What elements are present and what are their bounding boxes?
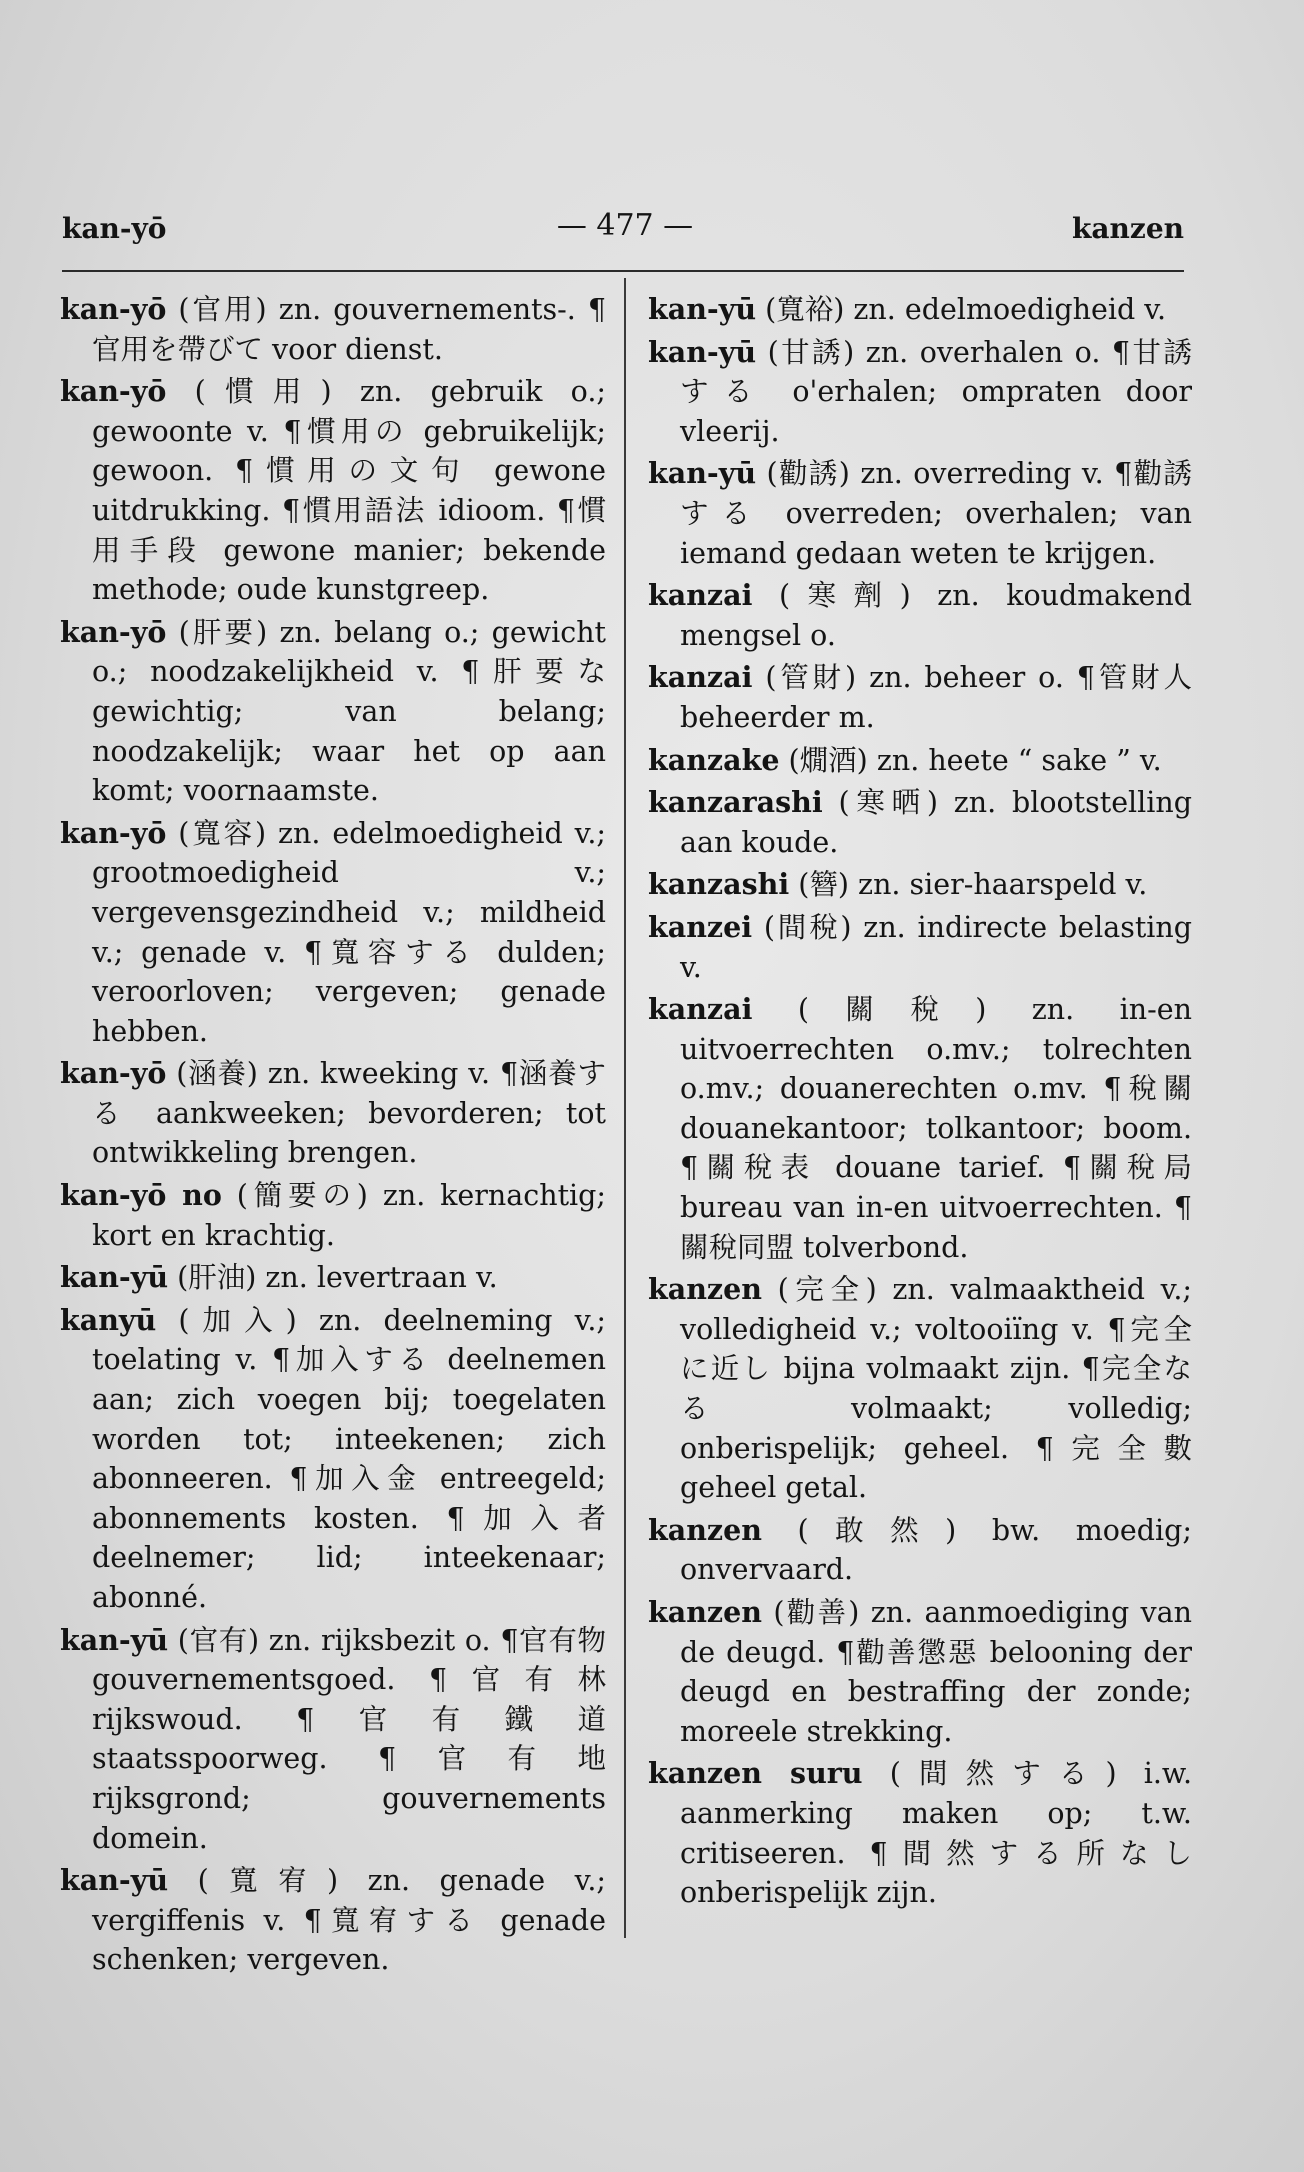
entry-headword: kanyū bbox=[60, 1302, 157, 1337]
entry-headword: kanzai bbox=[648, 992, 753, 1027]
entry-body: (簡要の) zn. kernachtig; kort en krachtig. bbox=[92, 1179, 606, 1252]
dictionary-entry bbox=[648, 454, 1192, 573]
entry-headword: kanzashi bbox=[648, 867, 790, 902]
running-head-left: kan-yō bbox=[62, 212, 167, 245]
dictionary-entry bbox=[60, 1621, 606, 1859]
dictionary-entry bbox=[60, 290, 606, 369]
entry-body: (寬裕) zn. edelmoedigheid v. bbox=[765, 293, 1167, 326]
dictionary-entry bbox=[60, 1176, 606, 1255]
entry-headword: kanzarashi bbox=[648, 785, 823, 820]
dictionary-entry bbox=[60, 372, 606, 610]
entry-body: (燗酒) zn. heete “ sake ” v. bbox=[788, 743, 1162, 777]
entry-body: (寬宥) zn. genade v.; vergiffenis v. ¶寬宥する genade schenken; vergeven. bbox=[92, 1864, 607, 1977]
dictionary-entry bbox=[60, 814, 606, 1052]
entry-body: (間然する) i.w. aanmerking maken op; t.w. critiseeren. ¶間然する所なし onberispelijk zijn. bbox=[680, 1757, 1193, 1910]
header-rule bbox=[62, 270, 1184, 272]
entry-body: (加入) zn. deelneming v.; toelating v. ¶加入する deelnemen aan; zich voegen bij; toegelaten worden tot; inteekenen; zich abonneeren. ¶加入金 entreegeld; abonnements kosten. ¶加入者 deelnemer; lid; inteekenaar; abonné. bbox=[92, 1303, 606, 1614]
entry-body: (勸誘) zn. overreding v. ¶勸誘する overreden; overhalen; van iemand gedaan weten te krijgen. bbox=[680, 457, 1193, 570]
entry-body: (官有) zn. rijksbezit o. ¶官有物 gouvernementsgoed. ¶官有林 rijkswoud. ¶官有鐵道 staatsspoorweg. ¶官有地 rijksgrond; gouvernements domein. bbox=[92, 1623, 607, 1855]
entry-body: (寬容) zn. edelmoedigheid v.; grootmoedigheid v.; vergevensgezindheid v.; mildheid v.; genade v. ¶寬容する dulden; veroorloven; vergeven; genade hebben. bbox=[92, 816, 606, 1048]
entry-body: (寒劑) zn. koudmakend mengsel o. bbox=[680, 579, 1192, 652]
entry-body: (簪) zn. sier-haarspeld v. bbox=[798, 868, 1148, 902]
entry-headword: kanzake bbox=[648, 742, 780, 777]
entry-body: (勸善) zn. aanmoediging van de deugd. ¶勸善懲惡 belooning der deugd en bestraffing der zonde; moreele strekking. bbox=[680, 1596, 1193, 1748]
entry-body: (間稅) zn. indirecte belasting v. bbox=[680, 910, 1192, 984]
dictionary-entry bbox=[60, 1301, 606, 1618]
dictionary-entry bbox=[648, 990, 1192, 1267]
entry-body: (管財) zn. beheer o. ¶管財人 beheerder m. bbox=[680, 661, 1192, 734]
entry-headword: kan-yū bbox=[60, 1622, 169, 1657]
dictionary-entry bbox=[648, 865, 1192, 905]
dictionary-entry bbox=[648, 576, 1192, 655]
entry-body: (寒晒) zn. blootstelling aan koude. bbox=[680, 786, 1192, 859]
entry-body: (慣用) zn. gebruik o.; gewoonte v. ¶慣用の gebruikelijk; gewoon. ¶慣用の文句 gewone uitdrukking. ¶慣用語法 idioom. ¶慣用手段 gewone manier; bekende methode; oude kunstgreep. bbox=[92, 375, 606, 607]
entry-headword: kan-yō no bbox=[60, 1178, 222, 1213]
entry-body: (甘誘) zn. overhalen o. ¶甘誘する o'erhalen; ompraten door vleerij. bbox=[680, 335, 1192, 448]
entry-headword: kan-yō bbox=[60, 815, 167, 850]
dictionary-entry bbox=[648, 333, 1192, 452]
entry-headword: kan-yū bbox=[648, 292, 757, 326]
page-number: — 477 — bbox=[556, 208, 694, 243]
entry-headword: kan-yō bbox=[60, 374, 167, 409]
left-column bbox=[60, 290, 606, 1983]
column-rule bbox=[624, 278, 626, 1938]
entry-headword: kan-yū bbox=[648, 334, 757, 369]
dictionary-entry bbox=[60, 1861, 606, 1980]
entry-body: (關稅) zn. in-en uitvoerrechten o.mv.; tolrechten o.mv.; douanerechten o.mv. ¶稅關 douanekantoor; tolkantoor; boom. ¶關稅表 douane tarief. ¶關稅局 bureau van in-en uitvoerrechten. ¶關稅同盟 tolverbond. bbox=[680, 993, 1193, 1264]
dictionary-entry bbox=[60, 1258, 606, 1298]
entry-headword: kan-yō bbox=[60, 292, 167, 326]
entry-headword: kan-yū bbox=[60, 1863, 169, 1898]
dictionary-entry bbox=[60, 613, 606, 811]
entry-headword: kan-yō bbox=[60, 1056, 167, 1091]
entry-body: (肝油) zn. levertraan v. bbox=[177, 1261, 498, 1295]
right-column bbox=[648, 290, 1192, 1916]
entry-headword: kanzei bbox=[648, 909, 753, 944]
dictionary-entry bbox=[648, 783, 1192, 862]
entry-body: (完全) zn. valmaaktheid v.; volledigheid v.; voltooiïng v. ¶完全に近し bijna volmaakt zijn. ¶完全なる volmaakt; volledig; onberispelijk; geheel. ¶完全數 geheel getal. bbox=[680, 1273, 1193, 1505]
entry-headword: kan-yū bbox=[648, 456, 757, 491]
entry-body: (涵養) zn. kweeking v. ¶涵養する aankweeken; bevorderen; tot ontwikkeling brengen. bbox=[92, 1057, 606, 1170]
entry-body: (官用) zn. gouvernements-. ¶官用を帶びて voor dienst. bbox=[92, 293, 607, 366]
dictionary-entry bbox=[648, 1270, 1192, 1508]
dictionary-entry bbox=[648, 290, 1192, 330]
entry-headword: kan-yū bbox=[60, 1260, 169, 1295]
dictionary-entry bbox=[60, 1054, 606, 1173]
dictionary-entry bbox=[648, 1511, 1192, 1590]
entry-headword: kanzen suru bbox=[648, 1756, 863, 1791]
entry-body: (肝要) zn. belang o.; gewicht o.; noodzakelijkheid v. ¶肝要な gewichtig; van belang; noodzakelijk; waar het op aan komt; voornaamste. bbox=[92, 615, 607, 808]
dictionary-entry bbox=[648, 741, 1192, 781]
entry-headword: kanzai bbox=[648, 578, 753, 613]
entry-body: (敢然) bw. moedig; onvervaard. bbox=[680, 1513, 1192, 1587]
running-head-right: kanzen bbox=[1072, 212, 1184, 245]
entry-headword: kanzai bbox=[648, 660, 753, 695]
dictionary-entry bbox=[648, 1754, 1192, 1912]
entry-headword: kanzen bbox=[648, 1272, 762, 1307]
entry-headword: kanzen bbox=[648, 1512, 762, 1547]
entry-headword: kanzen bbox=[648, 1595, 762, 1629]
dictionary-entry bbox=[648, 658, 1192, 737]
entry-headword: kan-yō bbox=[60, 614, 167, 649]
dictionary-entry bbox=[648, 908, 1192, 987]
dictionary-entry bbox=[648, 1593, 1192, 1751]
